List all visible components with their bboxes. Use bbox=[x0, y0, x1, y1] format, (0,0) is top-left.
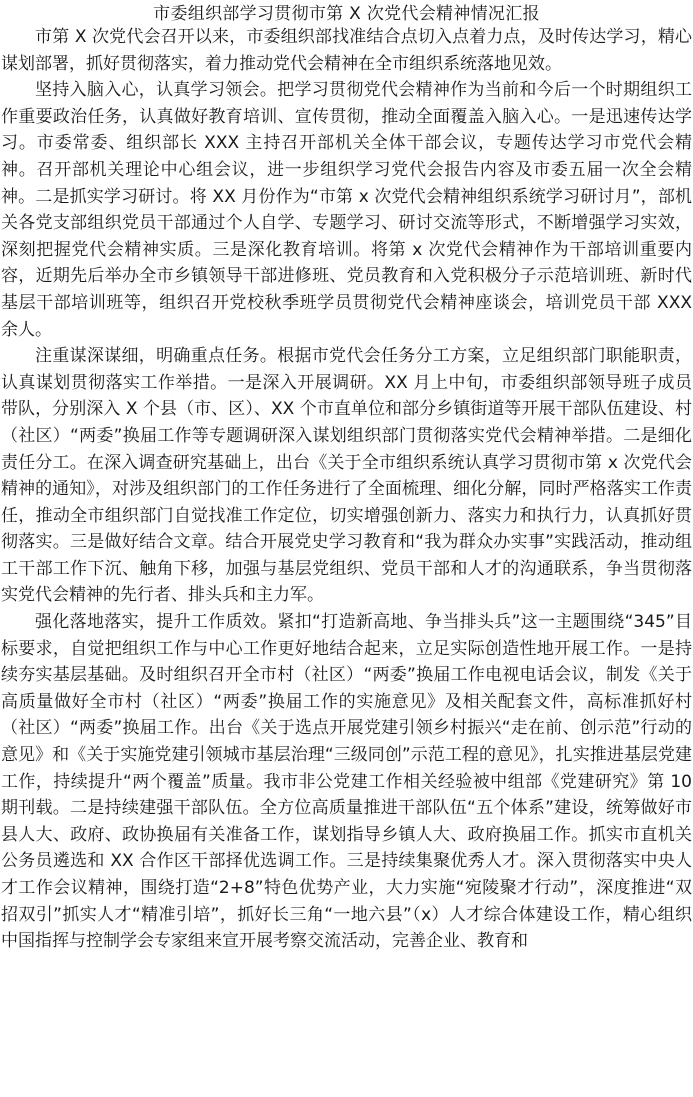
intro-paragraph: 市第 X 次党代会召开以来，市委组织部找准结合点切入点着力点，及时传达学习，精心谋划部署，抓好贯彻落实，着力推动党代会精神在全市组织系统落地见效。 bbox=[1, 27, 692, 74]
document-title: 市委组织部学习贯彻市第 X 次党代会精神情况汇报 bbox=[153, 4, 540, 24]
implementation-section-paragraph: 强化落地落实，提升工作质效。紧扣“打造新高地、争当排头兵”这一主题围绕“345”目标要求，自觉把组织工作与中心工作更好地结合起来，立足实际创造性地开展工作。一是持续夯实基层基础。及时组织召开全市村（社区）“两委”换届工作电视电话会议，制发《关于高质量做好全市村（社区）“两委”换届工作的实施意见》及相关配套文件，高标准抓好村（社区）“两委”换届工作。出台《关于选点开展党建引领乡村振兴“走在前、创示范”行动的意见》和《关于实施党建引领城市基层治理“三级同创”示范工程的意见》，扎实推进基层党建工作，持续提升“两个覆盖”质量。我市非公党建工作相关经验被中组部《党建研究》第 10 期刊载。二是持续建强干部队伍。全方位高质量推进干部队伍“五个体系”建设，统筹做好市县人大、政府、政协换届有关准备工作，谋划指导乡镇人大、政府换届工作。抓实市直机关公务员遴选和 XX 合作区干部择优选调工作。三是持续集聚优秀人才。深入贯彻落实中央人才工作会议精神，围绕打造“2+8”特色优势产业，大力实施“宛陵聚才行动”，深度推进“双招双引”抓实人才“精准引培”，抓好长三角“一地六县”（x）人才综合体建设工作，精心组织中国指挥与控制学会专家组来宣开展考察交流活动，完善企业、教育和 bbox=[1, 612, 692, 952]
study-section-paragraph: 坚持入脑入心，认真学习领会。把学习贯彻党代会精神作为当前和今后一个时期组织工作重要政治任务，认真做好教育培训、宣传贯彻，推动全面覆盖入脑入心。一是迅速传达学习。市委常委、组织部长 XXX 主持召开部机关全体干部会议，专题传达学习市党代会精神。召开部机关理论中心组会议，进一步组织学习党代会报告内容及市委五届一次全会精神。二是抓实学习研讨。将 XX 月份作为“市第 x 次党代会精神组织系统学习研讨月”，部机关各党支部组织党员干部通过个人自学、专题学习、研讨交流等形式，不断增强学习实效，深刻把握党代会精神实质。三是深化教育培训。将第 x 次党代会精神作为干部培训重要内容，近期先后举办全市乡镇领导干部进修班、党员教育和入党积极分子示范培训班、新时代基层干部培训班等，组织召开党校秋季班学员贯彻党代会精神座谈会，培训党员干部 XXX 余人。 bbox=[1, 80, 692, 340]
planning-section-paragraph: 注重谋深谋细，明确重点任务。根据市党代会任务分工方案，立足组织部门职能职责，认真谋划贯彻落实工作举措。一是深入开展调研。XX 月上中旬，市委组织部领导班子成员带队，分别深入 X 个县（市、区）、XX 个市直单位和部分乡镇街道等开展干部队伍建设、村（社区）“两委”换届工作等专题调研深入谋划组织部门贯彻落实党代会精神举措。二是细化责任分工。在深入调查研究基础上，出台《关于全市组织系统认真学习贯彻市第 x 次党代会精神的通知》，对涉及组织部门的工作任务进行了全面梳理、细化分解，同时严格落实工作责任，推动全市组织部门自觉找准工作定位，切实增强创新力、落实力和执行力，认真抓好贯彻落实。三是做好结合文章。结合开展党史学习教育和“我为群众办实事”实践活动，推动组工干部工作下沉、触角下移，加强与基层党组织、党员干部和人才的沟通联系，争当贯彻落实党代会精神的先行者、排头兵和主力军。 bbox=[1, 346, 692, 606]
